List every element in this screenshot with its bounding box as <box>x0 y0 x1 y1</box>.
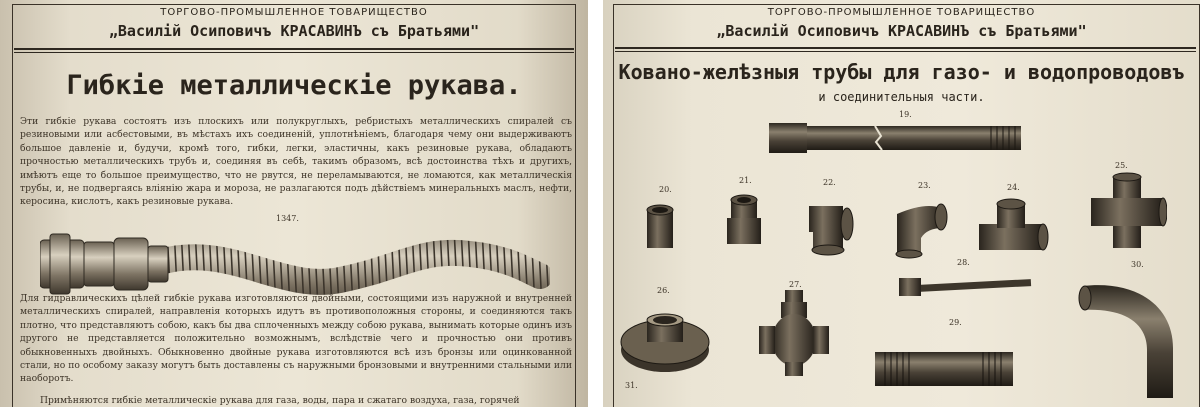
item-number-27: 27. <box>789 280 802 289</box>
header-rule <box>14 48 574 50</box>
item-number-28: 28. <box>957 258 970 267</box>
elbow-illustration <box>809 206 853 255</box>
intro-paragraph: Эти гибкіе рукава состоятъ изъ плоскихъ или полукруглыхъ, ребристыхъ металлическихъ спиралей съ резиновыми или асбестовыми, въ мѣстахъ ихъ соединеній, уплотнѣніемъ, благодаря чему они выдерживаютъ большое давленіе и, будучи, кромѣ того, гибки, легки, эластичны, какъ резиновые рукава, обладаютъ прочностью металлическихъ трубъ и, соединяя въ себѣ, такимъ образомъ, всѣ достоинства тѣхъ и другихъ, имѣютъ еще то большое преимущество, что не рвутся, не переламываются, не ломаются, как металлическія трубы, и, не подвергаясь вліянію жара и мороза, не разлагаются подъ дѣйствіемъ минеральныхъ маслъ, нефти, керосина, кислотъ, какъ резиновые рукава. <box>20 116 572 208</box>
company-name: „Василій Осиповичъ КРАСАВИНЪ съ Братьями" <box>716 22 1087 40</box>
item-number-22: 22. <box>823 178 836 187</box>
company-name: „Василій Осиповичъ КРАСАВИНЪ съ Братьями" <box>108 22 480 40</box>
cross-illustration <box>1087 172 1167 252</box>
nipple-illustration <box>871 340 1017 396</box>
wrench-illustration <box>895 272 1035 302</box>
company-subheader: ТОРГОВО-ПРОМЫШЛЕННОЕ ТОВАРИЩЕСТВО <box>767 7 1036 18</box>
fittings-row-illustration <box>633 180 1053 260</box>
coupling-illustration <box>647 205 673 248</box>
application-paragraph: Примѣняются гибкіе металлическіе рукава для газа, воды, пара и сжатаго воздуха, газа, горячей <box>40 395 520 406</box>
hydraulic-paragraph: Для гидравлическихъ цѣлей гибкіе рукава изготовляются двойными, состоящими изъ наружной и внутренней металлическихъ спиралей, направленія которыхъ идутъ въ противоположныя стороны, и соединяются такъ плотно, что представляютъ собою, какъ бы два сплоченныхъ между собою рукава, вынимать которые одинъ изъ другого не представляется положительно возможнымъ, вслѣдствіе чего и прочностью они противъ обыкновенныхъ двойныхъ. Обыкновенно двойные рукава изготовляются всѣ изъ бронзы или оцинкованной стали, но по особому заказу могутъ быть доставлены съ наружными бронзовыми и внутренними стальными или наоборотъ. <box>20 293 572 385</box>
header-rule <box>615 47 1196 49</box>
header-rule-thin <box>615 51 1196 52</box>
valve-illustration <box>755 288 833 380</box>
item-number-20: 20. <box>659 185 672 194</box>
item-number-23: 23. <box>918 181 931 190</box>
page-title: Гибкіе металлическіе рукава. <box>66 70 522 101</box>
item-number-31: 31. <box>625 381 638 390</box>
reducer-illustration <box>727 195 761 244</box>
company-subheader: ТОРГОВО-ПРОМЫШЛЕННОЕ ТОВАРИЩЕСТВО <box>160 7 428 18</box>
item-number-24: 24. <box>1007 183 1020 192</box>
item-number-26: 26. <box>657 286 670 295</box>
page-subtitle: и соединительныя части. <box>818 90 985 104</box>
figure-number: 1347. <box>276 214 299 223</box>
left-catalog-page <box>0 0 588 407</box>
long-bend-illustration <box>1077 276 1197 402</box>
right-catalog-page <box>603 0 1200 407</box>
flange-illustration <box>617 296 713 378</box>
header-rule-thin <box>14 52 574 53</box>
item-number-30: 30. <box>1131 260 1144 269</box>
item-number-19: 19. <box>899 110 912 119</box>
item-number-29: 29. <box>949 318 962 327</box>
item-number-25: 25. <box>1115 161 1128 170</box>
item-number-21: 21. <box>739 176 752 185</box>
tee-illustration <box>979 199 1048 250</box>
page-title: Ковано-желѣзныя трубы для газо- и водопроводовъ <box>618 60 1185 84</box>
bend-illustration <box>896 204 947 258</box>
pipe-illustration <box>767 120 1023 156</box>
